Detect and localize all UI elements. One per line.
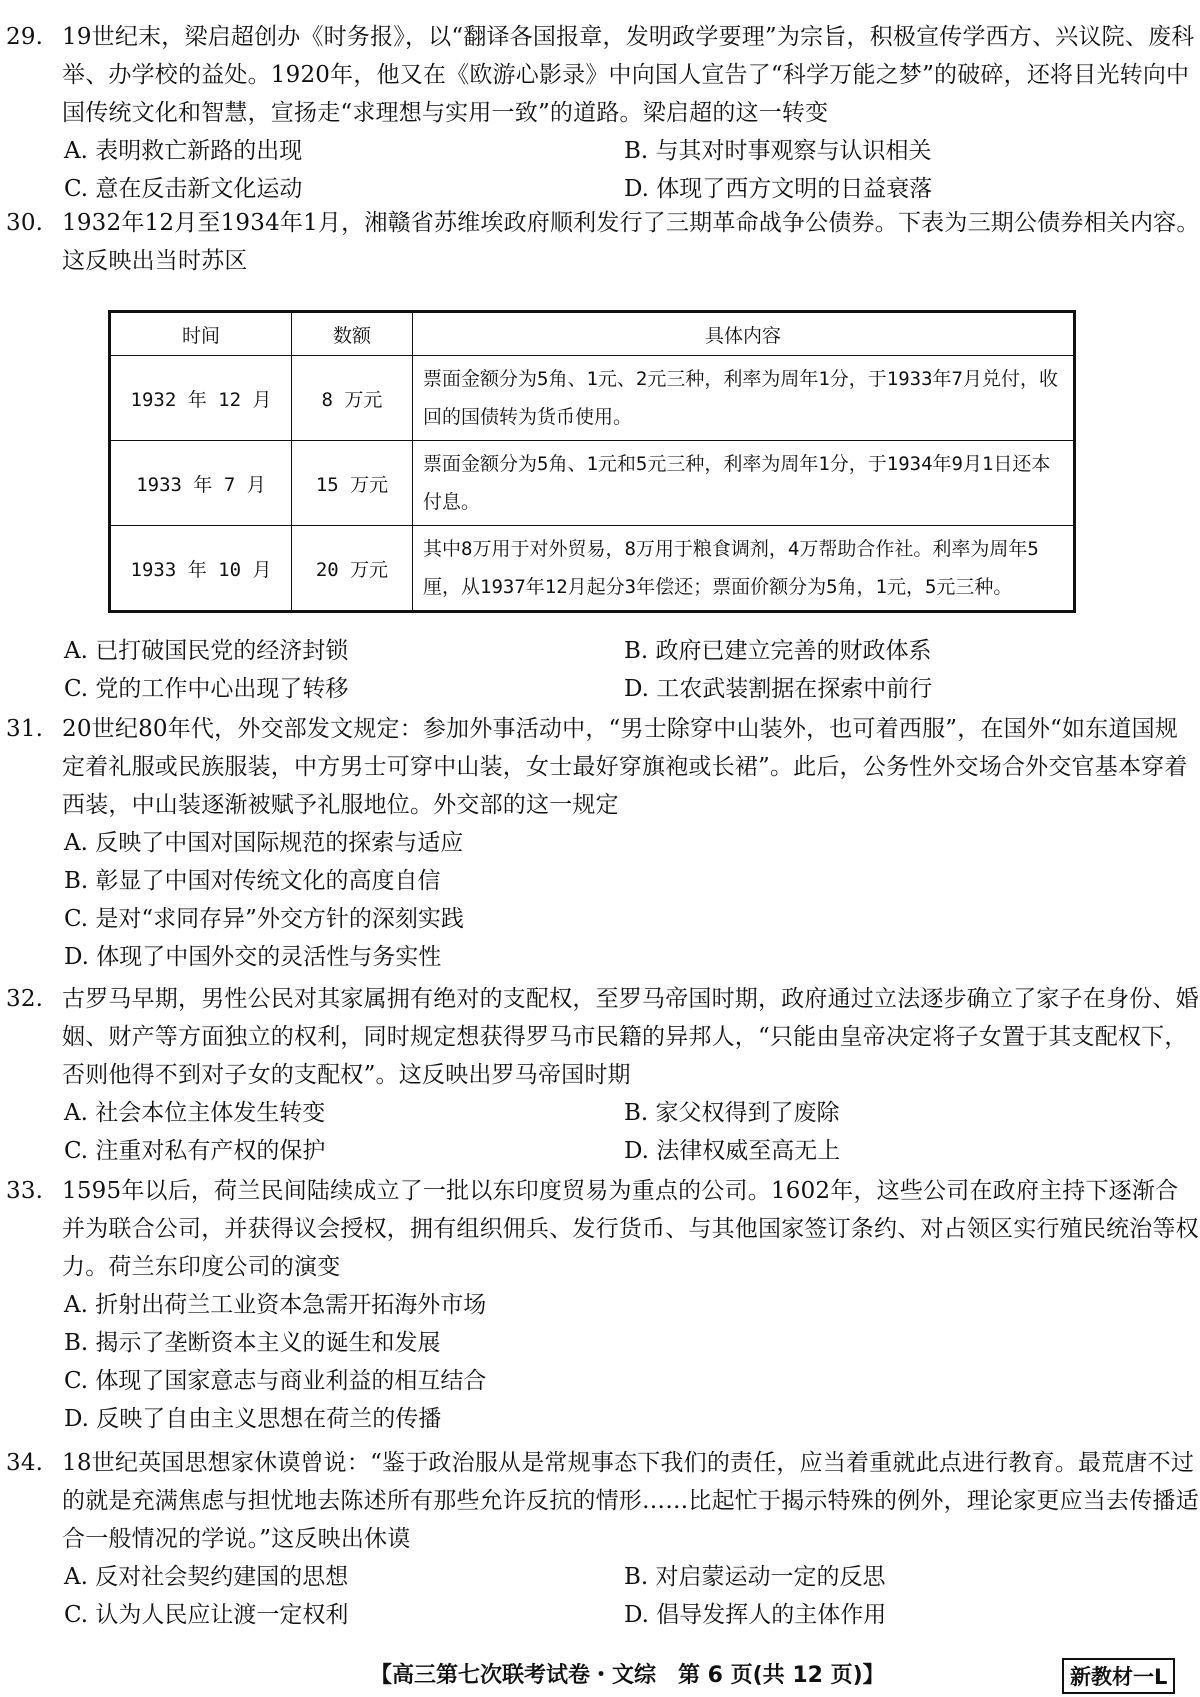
table-cell-content: 票面金额分为5角、1元、2元三种，利率为周年1分，于1933年7月兑付，收回的国债转为货币使用。 (413, 356, 1075, 441)
question-34 (0, 1444, 1200, 1634)
option-a[interactable]: A. 表明救亡新路的出现 (64, 138, 303, 164)
option-d[interactable]: D. 倡导发挥人的主体作用 (624, 1602, 887, 1628)
table-header-row (110, 312, 1075, 356)
option-c[interactable]: C. 党的工作中心出现了转移 (64, 676, 349, 702)
question-stem (6, 204, 1200, 280)
table-cell-amount: 8 万元 (292, 356, 413, 441)
table-row (110, 441, 1075, 526)
option-d[interactable]: D. 体现了西方文明的日益衰落 (624, 176, 933, 202)
question-number: 29. (6, 24, 44, 50)
column-header: 数额 (292, 312, 413, 356)
question-31 (0, 710, 1200, 976)
question-text: 1595年以后，荷兰民间陆续成立了一批以东印度贸易为重点的公司。1602年，这些公司在政府主持下逐渐合并为联合公司，并获得议会授权，拥有组织佣兵、发行货币、与其他国家签订条约、对占领区实行殖民统治等权力。荷兰东印度公司的演变 (62, 1178, 1199, 1280)
table-cell-time: 1933 年 10 月 (110, 526, 292, 612)
question-number: 32. (6, 986, 44, 1012)
question-30 (0, 204, 1200, 280)
option-b[interactable]: B. 政府已建立完善的财政体系 (624, 638, 932, 664)
option-c[interactable]: C. 体现了国家意志与商业利益的相互结合 (64, 1368, 487, 1394)
option-a[interactable]: A. 社会本位主体发生转变 (64, 1100, 326, 1126)
option-a[interactable]: A. 折射出荷兰工业资本急需开拓海外市场 (64, 1292, 487, 1318)
question-number: 31. (6, 716, 44, 742)
option-b[interactable]: B. 家父权得到了废除 (624, 1100, 840, 1126)
column-header: 时间 (110, 312, 292, 356)
question-stem (6, 710, 1200, 824)
question-stem (6, 18, 1200, 132)
question-text: 古罗马早期，男性公民对其家属拥有绝对的支配权，至罗马帝国时期，政府通过立法逐步确立了家子在身份、婚姻、财产等方面独立的权利，同时规定想获得罗马市民籍的异邦人，“只能由皇帝决定将子女置于其支配权下，否则他得不到对子女的支配权”。这反映出罗马帝国时期 (62, 986, 1199, 1088)
question-stem (6, 980, 1200, 1094)
question-number: 34. (6, 1450, 44, 1476)
option-b[interactable]: B. 对启蒙运动一定的反思 (624, 1564, 886, 1590)
question-text: 19世纪末，梁启超创办《时务报》，以“翻译各国报章，发明政学要理”为宗旨，积极宣传学西方、兴议院、废科举、办学校的益处。1920年，他又在《欧游心影录》中向国人宣告了“科学万能之梦”的破碎，还将目光转向中国传统文化和智慧，宣扬走“求理想与实用一致”的道路。梁启超的这一转变 (62, 24, 1195, 126)
table-cell-amount: 20 万元 (292, 526, 413, 612)
edition-badge: 新教材一L (1062, 1658, 1175, 1694)
table-cell-time: 1932 年 12 月 (110, 356, 292, 441)
question-33 (0, 1172, 1200, 1438)
options (64, 824, 1200, 976)
option-c[interactable]: C. 是对“求同存异”外交方针的深刻实践 (64, 906, 464, 932)
options (64, 1094, 1200, 1170)
options (64, 632, 1200, 708)
table-cell-amount: 15 万元 (292, 441, 413, 526)
option-c[interactable]: C. 意在反击新文化运动 (64, 176, 303, 202)
table-row (110, 526, 1075, 612)
option-d[interactable]: D. 体现了中国外交的灵活性与务实性 (64, 944, 442, 970)
question-32 (0, 980, 1200, 1170)
question-text: 20世纪80年代，外交部发文规定：参加外事活动中，“男士除穿中山装外，也可着西服”，在国外“如东道国规定着礼服或民族服装，中方男士可穿中山装，女士最好穿旗袍或长裙”。此后，公务性外交场合外交官基本穿着西装，中山装逐渐被赋予礼服地位。外交部的这一规定 (62, 716, 1188, 818)
option-d[interactable]: D. 工农武装割据在探索中前行 (624, 676, 933, 702)
column-header: 具体内容 (413, 312, 1075, 356)
question-number: 30. (6, 210, 44, 236)
page-footer (0, 1658, 1200, 1692)
option-d[interactable]: D. 法律权威至高无上 (624, 1138, 841, 1164)
option-a[interactable]: A. 反对社会契约建国的思想 (64, 1564, 349, 1590)
options (64, 1558, 1200, 1634)
bond-table (108, 310, 1076, 613)
table-cell-time: 1933 年 7 月 (110, 441, 292, 526)
question-number: 33. (6, 1178, 44, 1204)
question-30-options (0, 632, 1200, 708)
question-text: 18世纪英国思想家休谟曾说：“鉴于政治服从是常规事态下我们的责任，应当着重就此点进行教育。最荒唐不过的就是充满焦虑与担忧地去陈述所有那些允许反抗的情形……比起忙于揭示特殊的例外，理论家更应当去传播适合一般情况的学说。”这反映出休谟 (62, 1450, 1199, 1552)
question-text: 1932年12月至1934年1月，湘赣省苏维埃政府顺利发行了三期革命战争公债券。下表为三期公债券相关内容。这反映出当时苏区 (62, 210, 1200, 274)
footer-title: 【高三第七次联考试卷・文综 第 6 页(共 12 页)】 (370, 1663, 885, 1688)
question-stem (6, 1172, 1200, 1286)
option-b[interactable]: B. 与其对时事观察与认识相关 (624, 138, 932, 164)
option-d[interactable]: D. 反映了自由主义思想在荷兰的传播 (64, 1406, 442, 1432)
table-cell-content: 其中8万用于对外贸易，8万用于粮食调剂，4万帮助合作社。利率为周年5厘，从1937年12月起分3年偿还；票面价额分为5角，1元，5元三种。 (413, 526, 1075, 612)
table-row (110, 356, 1075, 441)
option-b[interactable]: B. 彰显了中国对传统文化的高度自信 (64, 868, 441, 894)
table-cell-content: 票面金额分为5角、1元和5元三种，利率为周年1分，于1934年9月1日还本付息。 (413, 441, 1075, 526)
options (64, 1286, 1200, 1438)
option-b[interactable]: B. 揭示了垄断资本主义的诞生和发展 (64, 1330, 441, 1356)
option-a[interactable]: A. 反映了中国对国际规范的探索与适应 (64, 830, 464, 856)
question-29 (0, 18, 1200, 208)
option-c[interactable]: C. 注重对私有产权的保护 (64, 1138, 326, 1164)
option-c[interactable]: C. 认为人民应让渡一定权利 (64, 1602, 349, 1628)
question-stem (6, 1444, 1200, 1558)
options (64, 132, 1200, 208)
option-a[interactable]: A. 已打破国民党的经济封锁 (64, 638, 349, 664)
